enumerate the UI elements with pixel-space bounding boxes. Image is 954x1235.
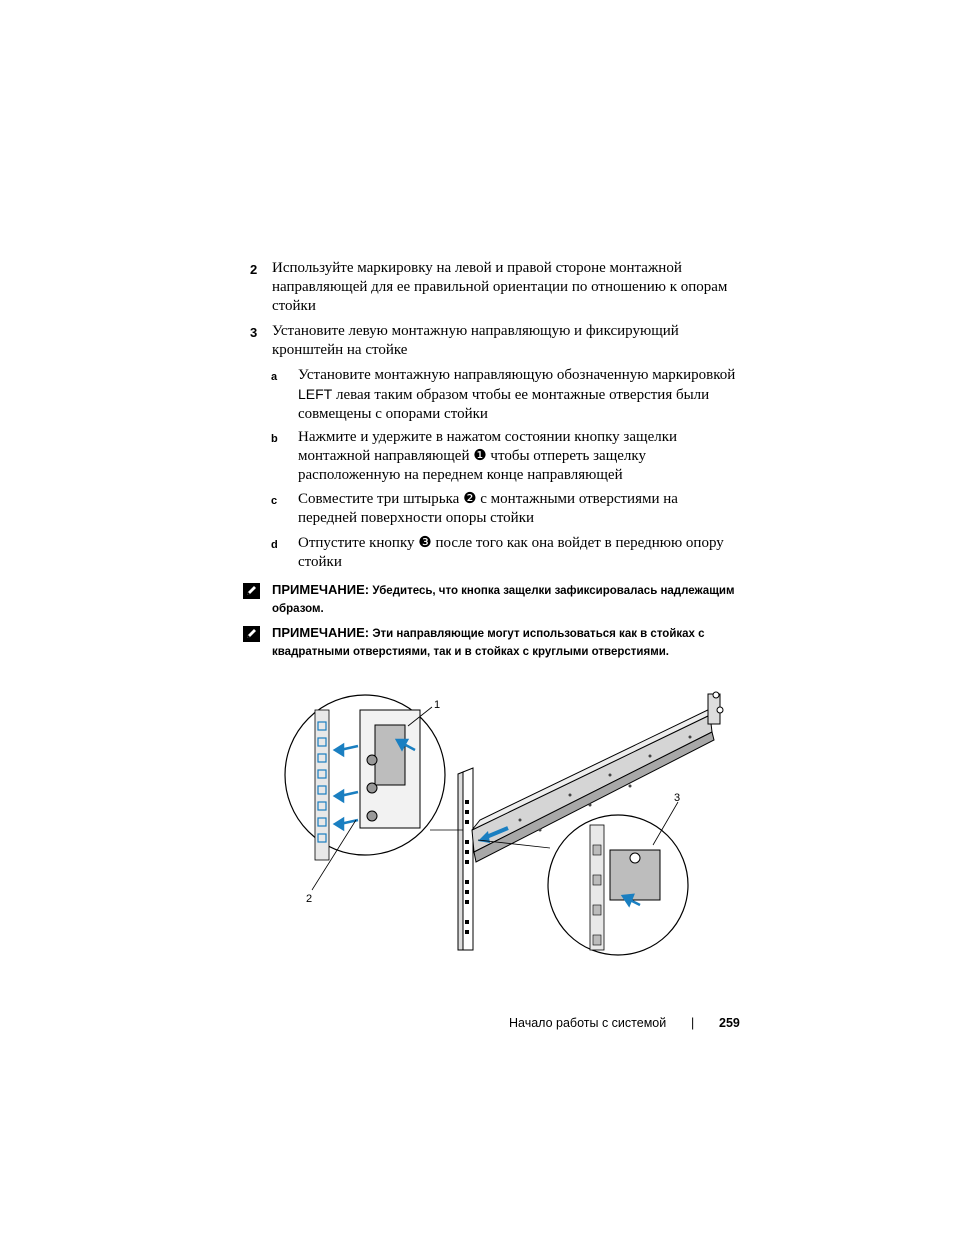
note-pencil-icon [243,626,260,642]
rack-post [458,768,473,950]
substep-text-part: левая таким образом чтобы ее монтажные отверстия были совмещены с опорами стойки [298,387,710,422]
substep-text: Нажмите и удержите в нажатом состоянии кнопку защелки монтажной направляющей ❶ чтобы отпереть защелку расположенную на переднем конце направляющей [298,429,678,483]
detail-circle-left [285,695,463,860]
step-text: Установите левую монтажную направляющую и фиксирующий кронштейн на стойке [272,323,679,358]
substep-letter: a [271,371,278,383]
note-text [272,581,742,618]
footer-section-title: Начало работы с системой [509,1016,667,1030]
note-text [272,624,742,661]
note-pencil-icon [243,583,260,599]
rail-installation-figure [280,680,740,965]
left-marking: LEFT [298,386,333,402]
page-number: 259 [719,1016,740,1030]
substep-text: Отпустите кнопку ❸ после того как она войдет в переднюю опору стойки [298,535,724,570]
step-number: 3 [250,325,258,340]
callout-2: 2 [306,893,313,905]
step-number: 2 [250,262,258,277]
substep-letter: b [271,433,278,445]
substep-letter: c [271,495,278,507]
substep-text [298,366,738,424]
step-text: Используйте маркировку на левой и правой стороне монтажной направляющей для ее правильной ориентации по отношению к опорам стойки [272,260,728,314]
note-label: ПРИМЕЧАНИЕ: [272,625,370,640]
substep-text: Совместите три штырька ❷ с монтажными отверстиями на передней поверхности опоры стойки [298,491,678,526]
note-body: Убедитесь, что кнопка защелки зафиксировалась надлежащим образом. [272,585,735,615]
note-body: Эти направляющие могут использоваться как в стойках с квадратными отверстиями, так и в стойках с круглыми отверстиями. [272,628,705,658]
callout-1: 1 [434,699,441,711]
callout-3: 3 [674,792,681,804]
substep-text-part: Установите монтажную направляющую обозначенную маркировкой [298,367,736,383]
footer-separator: | [691,1016,695,1030]
substep-letter: d [271,539,278,551]
note-label: ПРИМЕЧАНИЕ: [272,582,370,597]
